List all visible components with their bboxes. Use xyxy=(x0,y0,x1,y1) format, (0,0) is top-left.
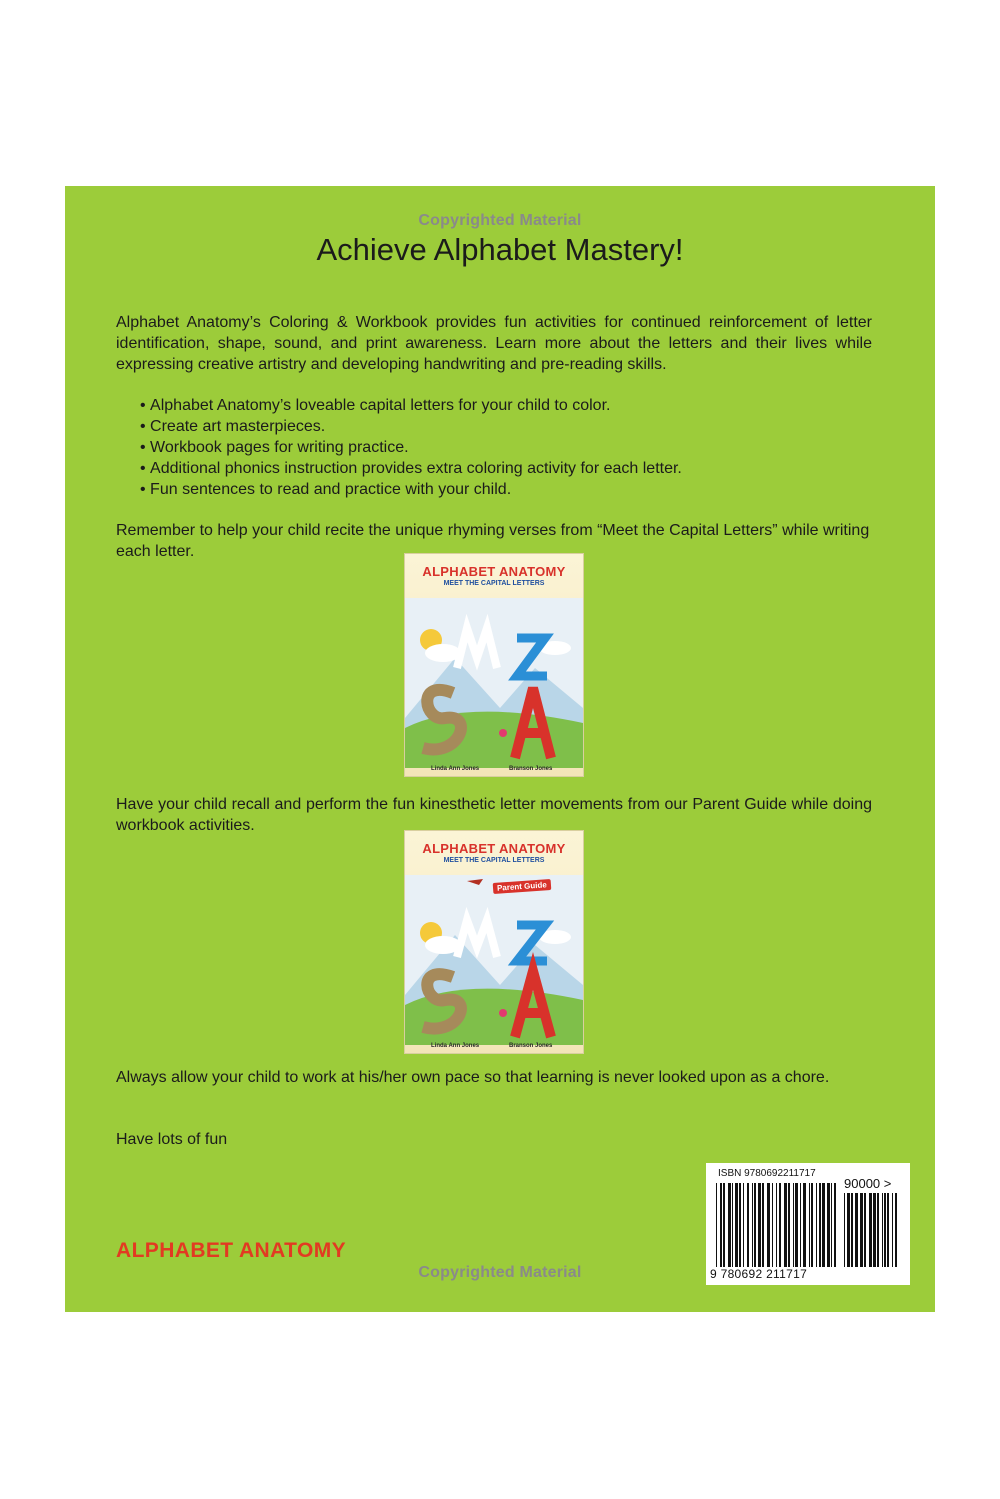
book-author: Linda Ann Jones xyxy=(431,766,480,772)
price-barcode-bars xyxy=(844,1193,902,1267)
isbn-digits: 9 780692 211717 xyxy=(710,1267,808,1281)
list-item: • Create art masterpieces. xyxy=(140,416,682,437)
pace-paragraph: Always allow your child to work at his/her own pace so that learning is never looked upon as a chore. xyxy=(116,1069,830,1086)
copyright-notice-top: Copyrighted Material xyxy=(418,212,582,229)
back-cover xyxy=(65,186,935,1312)
copyright-notice-bottom: Copyrighted Material xyxy=(418,1264,582,1281)
intro-paragraph: Alphabet Anatomy’s Coloring & Workbook provides fun activities for continued reinforcement of letter identification, shape, sound, and print awareness. Learn more about the letters and their lives while expressing creative artistry and developing handwriting and pre-reading skills. xyxy=(116,314,872,373)
book-cover-capital-letters xyxy=(405,554,583,776)
list-item: • Fun sentences to read and practice with your child. xyxy=(140,479,682,500)
recall-paragraph: Have your child recall and perform the fun kinesthetic letter movements from our Parent Guide while doing workbook activities. xyxy=(116,796,872,834)
book-subtitle: MEET THE CAPITAL LETTERS xyxy=(443,580,545,587)
remember-paragraph: Remember to help your child recite the unique rhyming verses from “Meet the Capital Letters” while writing each letter. xyxy=(116,522,870,560)
brand-logo-text: ALPHABET ANATOMY xyxy=(116,1239,347,1262)
list-item: • Alphabet Anatomy’s loveable capital letters for your child to color. xyxy=(140,395,682,416)
fun-paragraph: Have lots of fun xyxy=(116,1131,228,1148)
book-title: ALPHABET ANATOMY xyxy=(422,564,566,579)
isbn-label: ISBN 9780692211717 xyxy=(718,1168,816,1179)
headline: Achieve Alphabet Mastery! xyxy=(316,232,684,267)
book-illustration xyxy=(405,598,583,768)
barcode-bars xyxy=(716,1183,838,1267)
list-item: • Workbook pages for writing practice. xyxy=(140,437,682,458)
book-subtitle: MEET THE CAPITAL LETTERS xyxy=(443,857,545,864)
book-author: Linda Ann Jones xyxy=(431,1043,480,1049)
isbn-barcode xyxy=(706,1163,910,1285)
list-item: • Additional phonics instruction provides extra coloring activity for each letter. xyxy=(140,458,682,479)
book-title: ALPHABET ANATOMY xyxy=(422,841,566,856)
book-illustrator: Branson Jones xyxy=(509,766,553,772)
book-cover-parent-guide xyxy=(405,831,583,1053)
parent-guide-badge: Parent Guide xyxy=(493,879,551,894)
book-illustration xyxy=(405,875,583,1045)
feature-list xyxy=(140,395,682,500)
price-code: 90000 > xyxy=(844,1176,892,1191)
book-illustrator: Branson Jones xyxy=(509,1043,553,1049)
